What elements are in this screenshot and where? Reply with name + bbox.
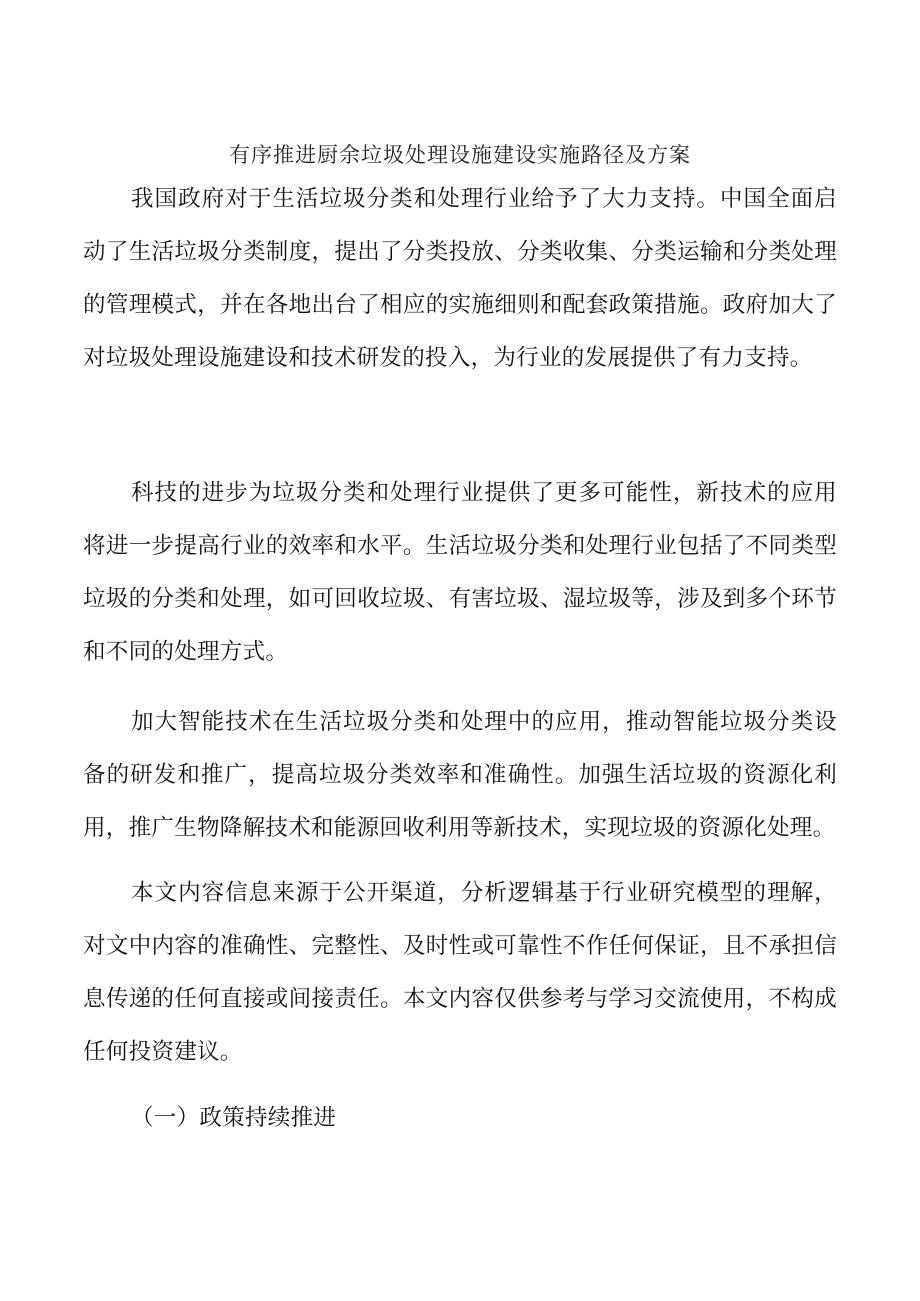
section-heading: （一）政策持续推进 (131, 1105, 337, 1131)
paragraph-technology-progress: 科技的进步为垃圾分类和处理行业提供了更多可能性，新技术的应用将进一步提高行业的效率和水平。生活垃圾分类和处理行业包括了不同类型垃圾的分类和处理，如可回收垃圾、有害垃圾、湿垃圾等，涉及到多个环节和不同的处理方式。 (83, 480, 837, 665)
document-title: 有序推进厨余垃圾处理设施建设实施路径及方案 (229, 143, 691, 167)
paragraph-government-support: 我国政府对于生活垃圾分类和处理行业给予了大力支持。中国全面启动了生活垃圾分类制度，提出了分类投放、分类收集、分类运输和分类处理的管理模式，并在各地出台了相应的实施细则和配套政策措施。政府加大了对垃圾处理设施建设和技术研发的投入，为行业的发展提供了有力支持。 (83, 186, 837, 371)
paragraph-disclaimer: 本文内容信息来源于公开渠道，分析逻辑基于行业研究模型的理解，对文中内容的准确性、完整性、及时性或可靠性不作任何保证，且不承担信息传递的任何直接或间接责任。本文内容仅供参考与学习交流使用，不构成任何投资建议。 (83, 880, 837, 1065)
paragraph-smart-technology: 加大智能技术在生活垃圾分类和处理中的应用，推动智能垃圾分类设备的研发和推广，提高垃圾分类效率和准确性。加强生活垃圾的资源化利用，推广生物降解技术和能源回收利用等新技术，实现垃圾的资源化处理。 (83, 709, 837, 841)
